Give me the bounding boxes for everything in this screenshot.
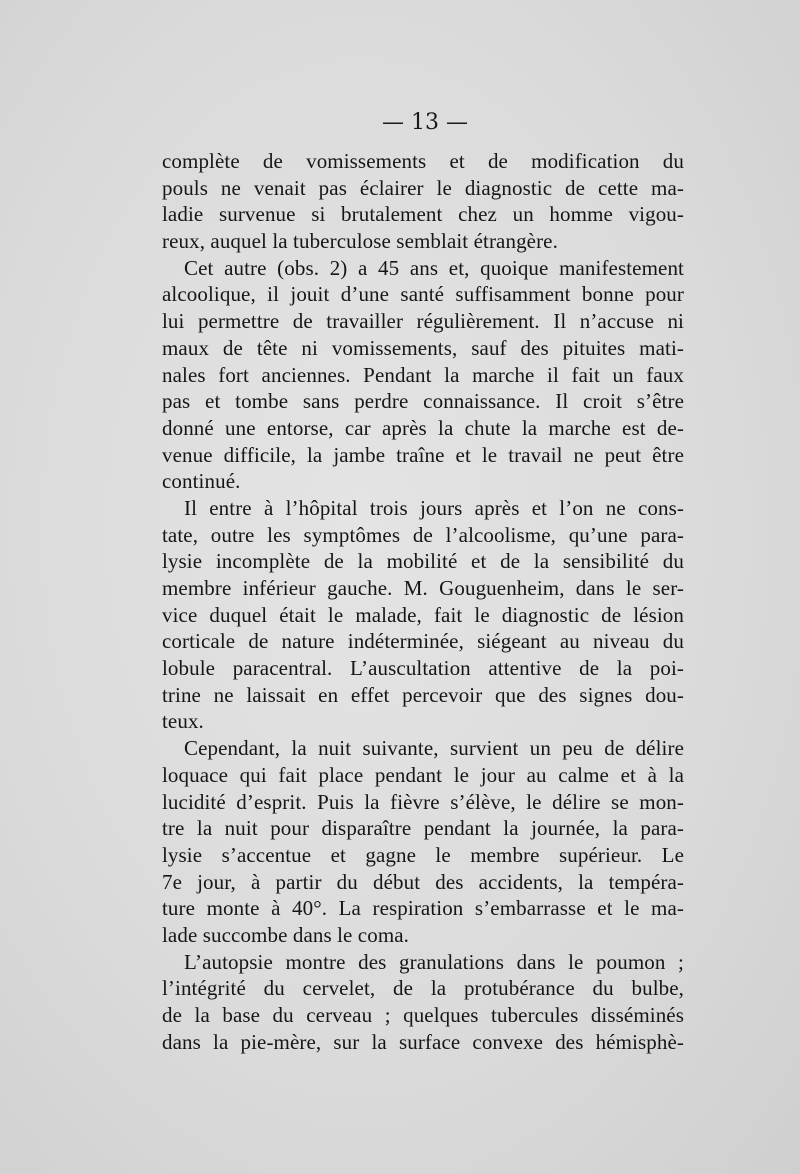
text-line: lucidité d’esprit. Puis la fièvre s’élève, le délire se mon-: [162, 789, 684, 814]
text-line: vice duquel était le malade, fait le diagnostic de lésion: [162, 602, 684, 627]
text-line: teux.: [162, 709, 204, 734]
body-text: [162, 148, 684, 1055]
text-line: de la base du cerveau ; quelques tubercules disséminés: [162, 1003, 684, 1027]
text-line: trine ne laissait en effet percevoir que des signes dou-: [162, 682, 684, 707]
text-line: lysie s’accentue et gagne le membre supérieur. Le: [162, 842, 684, 867]
text-line: nales fort anciennes. Pendant la marche il fait un faux: [162, 362, 684, 387]
text-line: ladie survenue si brutalement chez un homme vigou-: [162, 202, 684, 227]
text-line: l’intégrité du cervelet, de la protubérance du bulbe,: [162, 976, 684, 1001]
text-line: alcoolique, il jouit d’une santé suffisamment bonne pour: [162, 282, 684, 307]
text-line: loquace qui fait place pendant le jour au calme et à la: [162, 762, 684, 787]
text-line: venue difficile, la jambe traîne et le travail ne peut être: [162, 442, 684, 467]
text-line: membre inférieur gauche. M. Gouguenheim, dans le ser-: [162, 576, 684, 600]
paragraph-start-line: L’autopsie montre des granulations dans le poumon ;: [184, 949, 684, 974]
text-line: lade succombe dans le coma.: [162, 922, 410, 947]
page-number: — 13 —: [382, 110, 468, 135]
text-line: reux, auquel la tuberculose semblait étrangère.: [162, 229, 558, 254]
text-line: complète de vomissements et de modification du: [162, 149, 684, 173]
text-line: ture monte à 40°. La respiration s’embarrasse et le ma-: [162, 896, 684, 921]
text-line: pas et tombe sans perdre connaissance. Il croit s’être: [162, 389, 684, 414]
text-line: tre la nuit pour disparaître pendant la journée, la para-: [162, 816, 684, 841]
text-line: continué.: [162, 469, 241, 494]
text-line: tate, outre les symptômes de l’alcoolisme, qu’une para-: [162, 522, 684, 547]
text-line: donné une entorse, car après la chute la marche est de-: [162, 415, 684, 440]
text-line: dans la pie-mère, sur la surface convexe des hémisphè-: [162, 1029, 684, 1054]
text-line: corticale de nature indéterminée, siégeant au niveau du: [162, 629, 684, 654]
text-line: 7e jour, à partir du début des accidents, la tempéra-: [162, 869, 684, 894]
paragraph-start-line: Cet autre (obs. 2) a 45 ans et, quoique manifestement: [184, 255, 684, 280]
text-line: maux de tête ni vomissements, sauf des pituites mati-: [162, 335, 684, 360]
text-line: lobule paracentral. L’auscultation attentive de la poi-: [162, 656, 684, 681]
text-line: lysie incomplète de la mobilité et de la sensibilité du: [162, 549, 684, 574]
text-line: pouls ne venait pas éclairer le diagnostic de cette ma-: [162, 175, 684, 200]
paragraph-start-line: Cependant, la nuit suivante, survient un peu de délire: [184, 736, 684, 761]
paragraph-start-line: Il entre à l’hôpital trois jours après et l’on ne cons-: [184, 495, 684, 520]
text-line: lui permettre de travailler régulièrement. Il n’accuse ni: [162, 309, 684, 334]
